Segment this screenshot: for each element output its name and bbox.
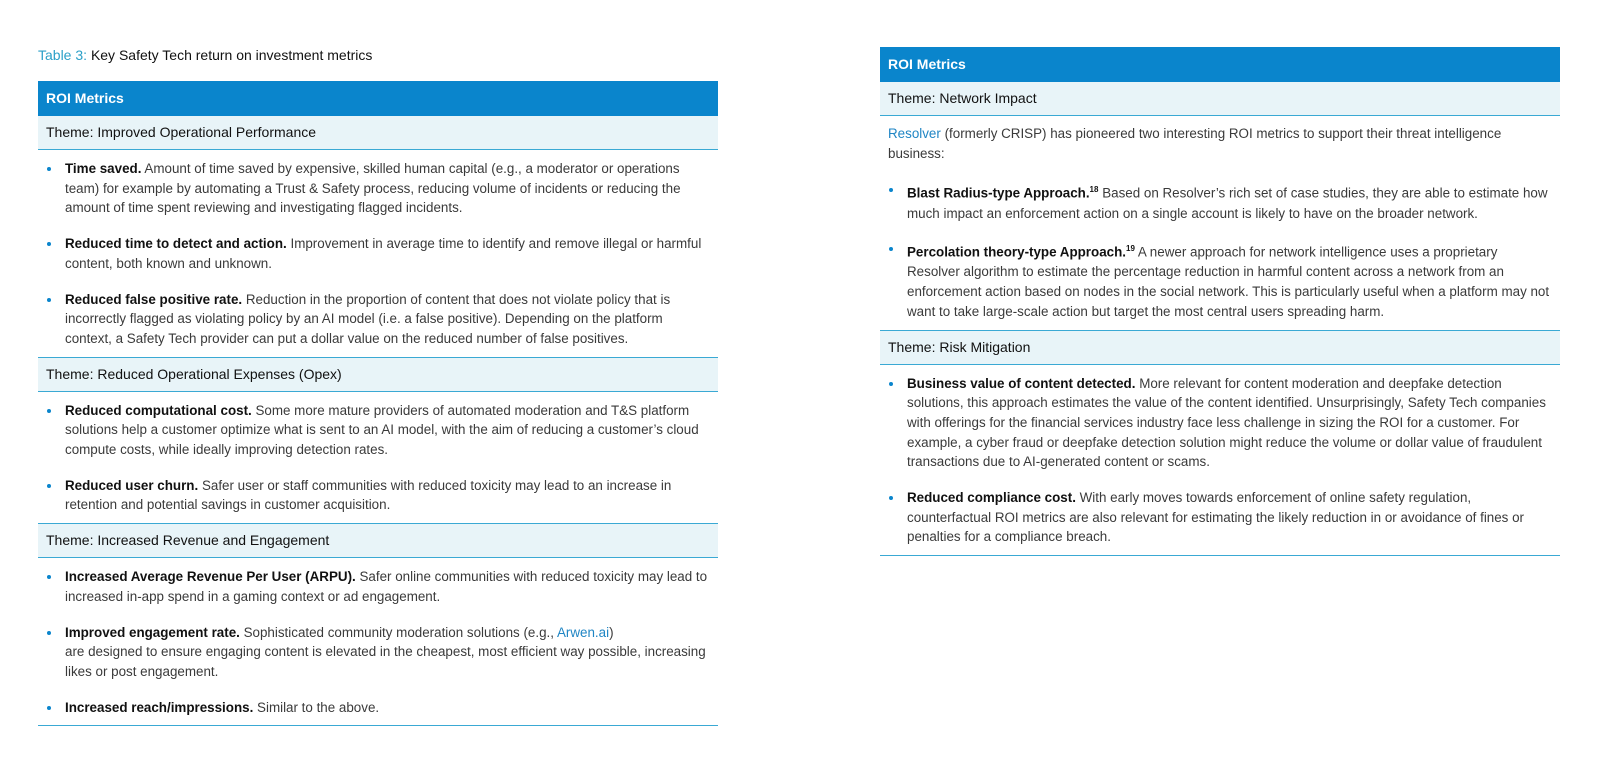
theme-row-risk-mitigation: Theme: Risk Mitigation: [880, 331, 1560, 365]
list-item: [38, 159, 718, 218]
item-text: Safer user or staff communities with reduced toxicity may lead to an increase in retention and potential savings in customer acquisition.: [65, 477, 672, 513]
item-text: A newer approach for network intelligence uses a proprietary Resolver algorithm to estimate the percentage reduction in harmful content across a network from an enforcement action based on nodes in the social network. This is particularly useful when a platform may not want to take large-scale action but target the most central users spreading harm.: [907, 244, 1550, 319]
item-title: Increased Average Revenue Per User (ARPU).: [65, 569, 356, 585]
intro-text: (formerly CRISP) has pioneered two interesting ROI metrics to support their threat intelligence business:: [888, 126, 1502, 161]
item-title: Reduced computational cost.: [65, 402, 252, 418]
item-title: Reduced time to detect and action.: [65, 236, 287, 252]
item-title: Improved engagement rate.: [65, 624, 240, 640]
item-text-continued: are designed to ensure engaging content is elevated in the cheapest, most efficient way possible, increasing likes or post engagement.: [65, 644, 706, 679]
item-text: Similar to the above.: [257, 699, 380, 715]
item-text: Improvement in average time to identify and remove illegal or harmful content, both known and unknown.: [65, 236, 702, 271]
theme-row-operational-performance: Theme: Improved Operational Performance: [38, 116, 718, 150]
item-text: With early moves towards enforcement of online safety regulation, counterfactual ROI metrics are also relevant for estimating the likely reduction in or avoidance of fines or penalties for a compliance breach.: [907, 490, 1525, 545]
item-title: Reduced user churn.: [65, 477, 199, 493]
list-item: Improved engagement rate. Sophisticated community moderation solutions (e.g., Arwen.ai) are designed to ensure engaging content is elevated in the cheapest, most efficient way possible, increasing likes or post engagement.: [38, 623, 718, 682]
list-item: [880, 239, 1560, 321]
list-item: [38, 476, 718, 515]
item-title: Reduced compliance cost.: [907, 490, 1076, 506]
section-opex: [38, 392, 718, 525]
arwen-link[interactable]: Arwen.ai: [556, 624, 610, 640]
footnote-ref[interactable]: 18: [1089, 185, 1099, 195]
list-item: [38, 698, 718, 718]
item-title: Percolation theory-type Approach.: [907, 244, 1126, 260]
footnote-ref[interactable]: 19: [1126, 244, 1135, 254]
section-revenue-engagement: [38, 558, 718, 726]
caption-label: Table 3:: [38, 47, 88, 63]
item-text: Reduction in the proportion of content that does not violate policy that is incorrectly flagged as violating policy by an AI model (i.e. a false positive). Depending on the platform context, a Safety Tech provider can put a dollar value on the reduced number of false positives.: [65, 291, 671, 346]
list-item: [38, 290, 718, 349]
item-text: Based on Resolver’s rich set of case studies, they are able to estimate how much impact an enforcement action on a single account is likely to have on the broader network.: [907, 185, 1548, 221]
theme-row-opex: Theme: Reduced Operational Expenses (Opex): [38, 358, 718, 392]
list-item: [880, 374, 1560, 473]
item-text: Amount of time saved by expensive, skilled human capital (e.g., a moderator or operations team) for example by automating a Trust & Safety process, reducing volume of incidents or reducing the amount of time spent reviewing and investigating flagged incidents.: [65, 161, 681, 216]
resolver-link[interactable]: Resolver: [888, 126, 941, 141]
caption-text: Key Safety Tech return on investment metrics: [90, 47, 373, 63]
item-title: Blast Radius-type Approach.: [907, 185, 1090, 201]
item-text: More relevant for content moderation and deepfake detection solutions, this approach estimates the value of the content identified. Unsurprisingly, Safety Tech companies with offerings for the financial services industry face less challenge in sizing the ROI for a customer. For example, a cyber fraud or deepfake detection solution might reduce the volume or dollar value of fraudulent transactions due to AI-generated content or scams.: [907, 375, 1546, 470]
roi-table-right: [880, 47, 1560, 556]
item-title: Reduced false positive rate.: [65, 291, 243, 307]
list-item: [38, 401, 718, 460]
item-title: Time saved.: [65, 161, 142, 176]
section-network-impact: [880, 116, 1560, 331]
intro-paragraph: [880, 124, 1560, 163]
list-item: [38, 567, 718, 606]
roi-table-left: [38, 81, 718, 726]
item-title: Business value of content detected.: [907, 375, 1136, 391]
section-risk-mitigation: [880, 365, 1560, 557]
list-item: [38, 234, 718, 273]
table-header: ROI Metrics: [38, 81, 718, 116]
theme-row-revenue-engagement: Theme: Increased Revenue and Engagement: [38, 524, 718, 558]
table-caption: [38, 47, 372, 63]
list-item: [880, 488, 1560, 547]
item-text: Some more mature providers of automated moderation and T&S platform solutions help a customer optimize what is sent to an AI model, with the aim of reducing a customer’s cloud compute costs, while ideally improving detection rates.: [65, 402, 699, 458]
item-text: Sophisticated community moderation solutions (e.g.,: [243, 624, 554, 640]
table-header: ROI Metrics: [880, 47, 1560, 82]
list-item: [880, 180, 1560, 223]
item-text: Safer online communities with reduced toxicity may lead to increased in-app spend in a gaming context or ad engagement.: [65, 569, 708, 604]
theme-row-network-impact: Theme: Network Impact: [880, 82, 1560, 116]
item-title: Increased reach/impressions.: [65, 699, 254, 715]
section-operational-performance: [38, 150, 718, 358]
